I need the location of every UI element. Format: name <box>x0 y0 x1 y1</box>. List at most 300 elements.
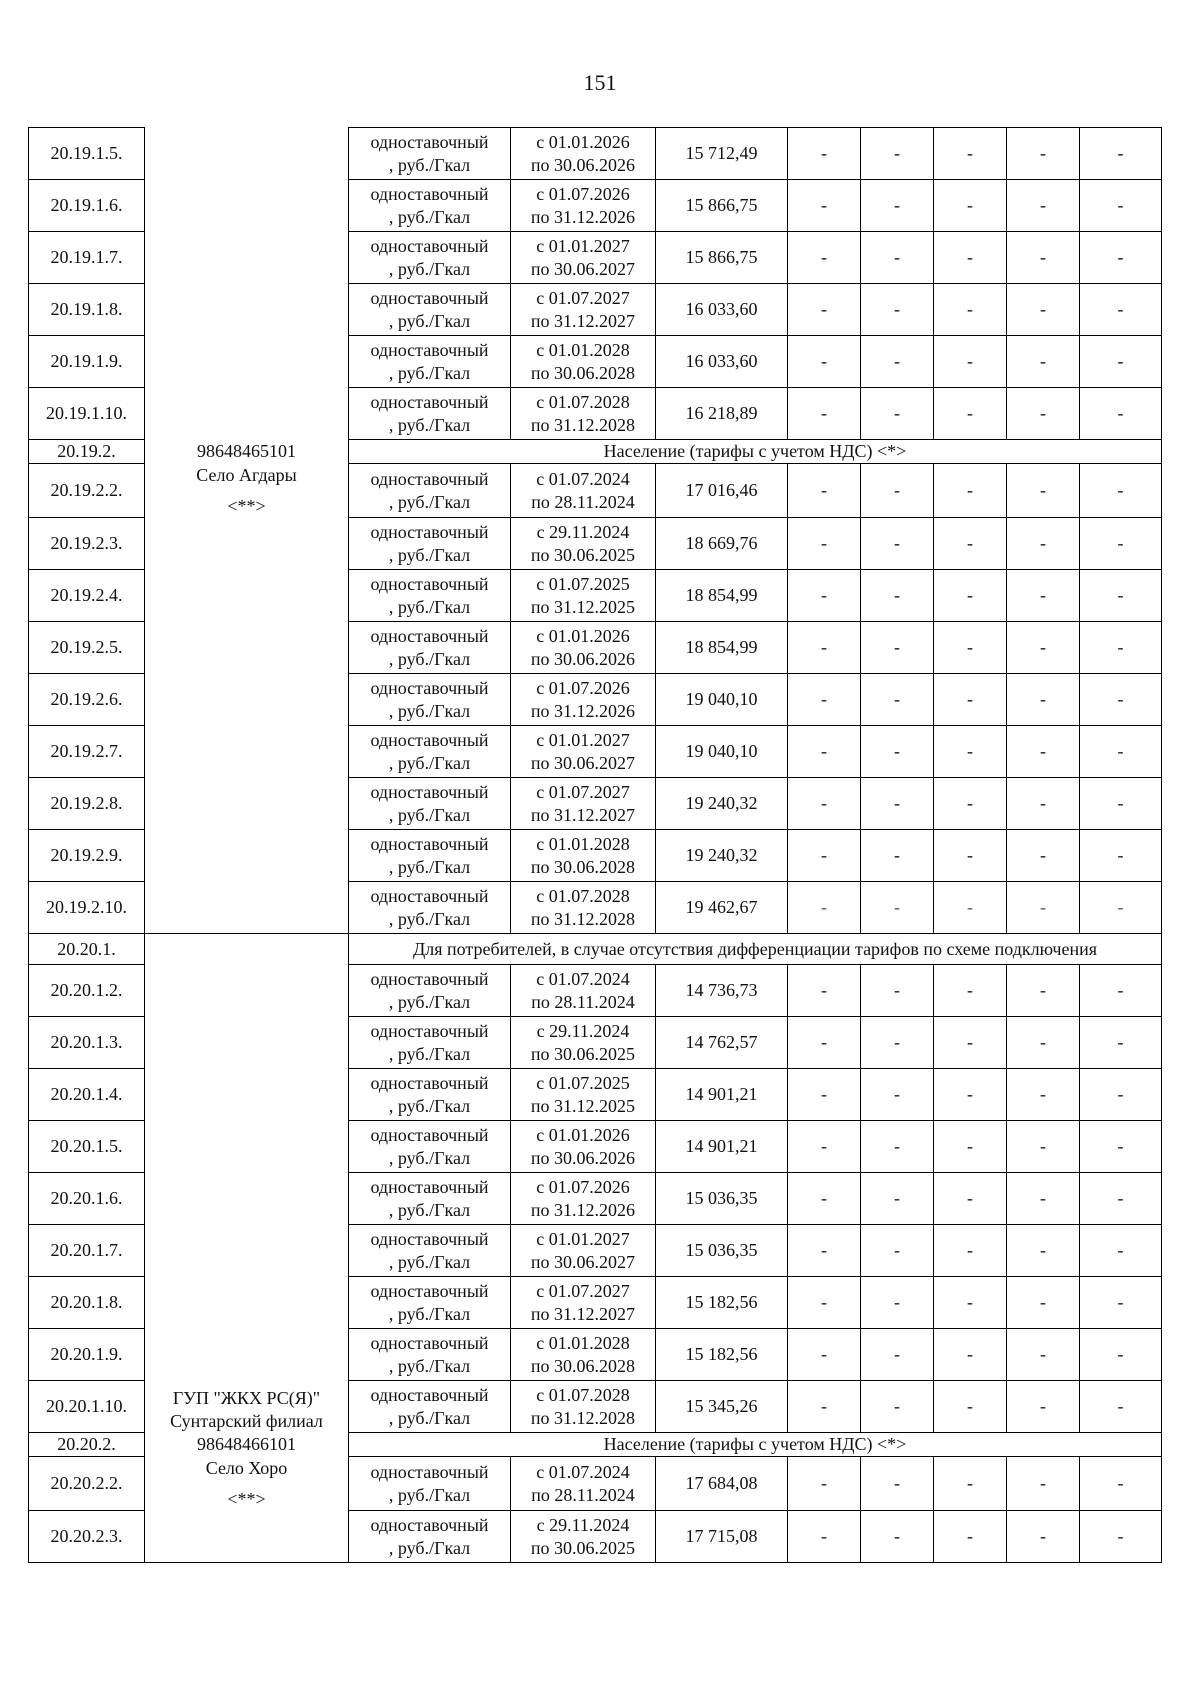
empty-dash: - <box>861 1225 934 1277</box>
rate-unit-label: , руб./Гкал <box>388 491 471 512</box>
org-cell-continued <box>145 965 349 1017</box>
empty-dash: - <box>1080 128 1162 180</box>
period-from: с 01.07.2024 <box>536 1461 630 1482</box>
empty-dash: - <box>934 778 1007 830</box>
empty-dash: - <box>1007 1511 1080 1563</box>
empty-dash: - <box>861 1457 934 1511</box>
empty-dash: - <box>788 1277 861 1329</box>
rate-unit-label: , руб./Гкал <box>388 648 471 669</box>
row-code: 20.19.2. <box>29 440 145 464</box>
tariff-value: 19 462,67 <box>656 882 788 934</box>
row-code: 20.20.1.5. <box>29 1121 145 1173</box>
empty-dash: - <box>1080 1329 1162 1381</box>
table-row <box>29 180 1162 232</box>
empty-dash: - <box>934 232 1007 284</box>
org-cell-continued <box>145 1069 349 1121</box>
period-to: по 30.06.2028 <box>530 362 636 383</box>
row-code: 20.19.2.10. <box>29 882 145 934</box>
rate-type-label: одноставочный <box>370 339 489 360</box>
period-to: по 31.12.2027 <box>530 310 636 331</box>
rate-type-cell <box>349 180 511 232</box>
table-row <box>29 570 1162 622</box>
empty-dash: - <box>861 1121 934 1173</box>
empty-dash: - <box>1007 1277 1080 1329</box>
tariff-value: 15 036,35 <box>656 1225 788 1277</box>
period-to: по 31.12.2026 <box>530 700 636 721</box>
rate-unit-label: , руб./Гкал <box>388 804 471 825</box>
empty-dash: - <box>934 336 1007 388</box>
empty-dash: - <box>1007 1457 1080 1511</box>
rate-type-label: одноставочный <box>370 625 489 646</box>
row-code: 20.19.2.5. <box>29 622 145 674</box>
period-from: с 01.07.2028 <box>536 885 630 906</box>
empty-dash: - <box>934 1329 1007 1381</box>
rate-unit-label: , руб./Гкал <box>388 596 471 617</box>
empty-dash: - <box>934 1017 1007 1069</box>
empty-dash: - <box>1080 726 1162 778</box>
empty-dash: - <box>934 1225 1007 1277</box>
rate-type-cell <box>349 1225 511 1277</box>
rate-type-cell <box>349 1069 511 1121</box>
empty-dash: - <box>1007 622 1080 674</box>
empty-dash: - <box>788 726 861 778</box>
rate-type-cell <box>349 965 511 1017</box>
empty-dash: - <box>1007 1017 1080 1069</box>
empty-dash: - <box>788 1381 861 1433</box>
period-to: по 31.12.2025 <box>530 1095 636 1116</box>
rate-type-cell <box>349 336 511 388</box>
row-code: 20.20.1. <box>29 934 145 965</box>
empty-dash: - <box>1007 1121 1080 1173</box>
period-cell <box>511 674 656 726</box>
empty-dash: - <box>934 1381 1007 1433</box>
rate-type-label: одноставочный <box>370 235 489 256</box>
period-from: с 01.07.2025 <box>536 1072 630 1093</box>
org-cell-continued <box>145 1121 349 1173</box>
tariff-value: 17 684,08 <box>656 1457 788 1511</box>
empty-dash: - <box>934 830 1007 882</box>
tariff-value: 16 218,89 <box>656 388 788 440</box>
empty-dash: - <box>1007 284 1080 336</box>
rate-type-cell <box>349 1457 511 1511</box>
empty-dash: - <box>1080 830 1162 882</box>
period-cell <box>511 518 656 570</box>
empty-dash: - <box>934 965 1007 1017</box>
period-to: по 30.06.2028 <box>530 856 636 877</box>
section-header-row <box>29 934 1162 965</box>
rate-unit-label: , руб./Гкал <box>388 1199 471 1220</box>
empty-dash: - <box>788 674 861 726</box>
rate-unit-label: , руб./Гкал <box>388 544 471 565</box>
table-row <box>29 518 1162 570</box>
empty-dash: - <box>1007 1069 1080 1121</box>
org-cell-continued <box>145 1277 349 1329</box>
period-to: по 31.12.2028 <box>530 908 636 929</box>
empty-dash: - <box>1080 674 1162 726</box>
tariff-value: 15 182,56 <box>656 1277 788 1329</box>
empty-dash: - <box>788 1329 861 1381</box>
page-number: 151 <box>583 70 617 95</box>
org-cell-continued <box>145 1017 349 1069</box>
rate-type-cell <box>349 830 511 882</box>
table-row <box>29 674 1162 726</box>
empty-dash: - <box>1007 1381 1080 1433</box>
row-code: 20.19.2.4. <box>29 570 145 622</box>
period-cell <box>511 1381 656 1433</box>
period-from: с 01.01.2027 <box>536 235 630 256</box>
rate-unit-label: , руб./Гкал <box>388 310 471 331</box>
rate-type-cell <box>349 1329 511 1381</box>
period-cell <box>511 965 656 1017</box>
section-title: Для потребителей, в случае отсутствия дифференциации тарифов по схеме подключения <box>349 934 1162 965</box>
org-oktmo-cell <box>145 440 349 464</box>
tariff-value: 19 040,10 <box>656 726 788 778</box>
settlement-cell <box>145 1457 349 1511</box>
org-cell-continued <box>145 778 349 830</box>
settlement-note: <**> <box>227 495 266 516</box>
rate-type-cell <box>349 1173 511 1225</box>
rate-type-cell <box>349 570 511 622</box>
empty-dash: - <box>861 180 934 232</box>
empty-dash: - <box>1007 965 1080 1017</box>
tariff-table <box>28 127 1162 1563</box>
org-cell-continued <box>145 830 349 882</box>
rate-type-cell <box>349 1121 511 1173</box>
empty-dash: - <box>1080 1511 1162 1563</box>
empty-dash: - <box>788 1225 861 1277</box>
period-from: с 01.07.2024 <box>536 968 630 989</box>
rate-unit-label: , руб./Гкал <box>388 1095 471 1116</box>
table-row <box>29 965 1162 1017</box>
table-row <box>29 1457 1162 1511</box>
row-code: 20.19.2.3. <box>29 518 145 570</box>
empty-dash: - <box>1007 830 1080 882</box>
empty-dash: - <box>1007 128 1080 180</box>
period-cell <box>511 622 656 674</box>
empty-dash: - <box>788 336 861 388</box>
section-title: Население (тарифы с учетом НДС) <*> <box>349 1433 1162 1457</box>
table-row <box>29 464 1162 518</box>
empty-dash: - <box>1080 1225 1162 1277</box>
period-to: по 30.06.2027 <box>530 258 636 279</box>
org-cell-continued <box>145 1173 349 1225</box>
rate-unit-label: , руб./Гкал <box>388 258 471 279</box>
org-cell <box>145 934 349 965</box>
empty-dash: - <box>934 1173 1007 1225</box>
rate-type-cell <box>349 778 511 830</box>
table-row <box>29 1069 1162 1121</box>
rate-type-cell <box>349 284 511 336</box>
table-row <box>29 830 1162 882</box>
empty-dash: - <box>934 128 1007 180</box>
rate-unit-label: , руб./Гкал <box>388 1537 471 1558</box>
rate-type-cell <box>349 1017 511 1069</box>
period-cell <box>511 1511 656 1563</box>
rate-type-label: одноставочный <box>370 885 489 906</box>
empty-dash: - <box>788 1511 861 1563</box>
rate-type-label: одноставочный <box>370 1072 489 1093</box>
rate-unit-label: , руб./Гкал <box>388 362 471 383</box>
empty-dash: - <box>934 284 1007 336</box>
empty-dash: - <box>1007 336 1080 388</box>
period-cell <box>511 284 656 336</box>
period-from: с 01.07.2026 <box>536 1176 630 1197</box>
tariff-value: 17 016,46 <box>656 464 788 518</box>
tariff-value: 18 854,99 <box>656 570 788 622</box>
period-from: с 01.07.2026 <box>536 677 630 698</box>
org-name-line2: Сунтарский филиал <box>170 1410 323 1431</box>
empty-dash: - <box>1080 1277 1162 1329</box>
empty-dash: - <box>1080 232 1162 284</box>
table-row <box>29 128 1162 180</box>
section-header-row <box>29 1433 1162 1457</box>
rate-unit-label: , руб./Гкал <box>388 752 471 773</box>
empty-dash: - <box>1080 284 1162 336</box>
org-cell-continued <box>145 1225 349 1277</box>
rate-type-label: одноставочный <box>370 729 489 750</box>
period-cell <box>511 778 656 830</box>
empty-dash: - <box>861 1173 934 1225</box>
org-cell-continued <box>145 128 349 180</box>
row-code: 20.20.2.2. <box>29 1457 145 1511</box>
empty-dash: - <box>934 1069 1007 1121</box>
period-to: по 30.06.2028 <box>530 1355 636 1376</box>
empty-dash: - <box>1080 388 1162 440</box>
period-to: по 30.06.2027 <box>530 752 636 773</box>
rate-type-cell <box>349 674 511 726</box>
rate-type-cell <box>349 128 511 180</box>
empty-dash: - <box>861 1277 934 1329</box>
period-from: с 29.11.2024 <box>536 1514 630 1535</box>
row-code: 20.19.1.7. <box>29 232 145 284</box>
empty-dash: - <box>1007 1173 1080 1225</box>
empty-dash: - <box>861 778 934 830</box>
empty-dash: - <box>788 180 861 232</box>
empty-dash: - <box>1007 180 1080 232</box>
tariff-value: 14 901,21 <box>656 1121 788 1173</box>
row-code: 20.19.1.5. <box>29 128 145 180</box>
rate-type-label: одноставочный <box>370 1124 489 1145</box>
rate-type-cell <box>349 1381 511 1433</box>
settlement-name: Село Хоро <box>205 1457 288 1478</box>
settlement-name: Село Агдары <box>196 464 297 485</box>
empty-dash: - <box>1080 180 1162 232</box>
rate-type-label: одноставочный <box>370 677 489 698</box>
empty-dash: - <box>1080 1121 1162 1173</box>
empty-dash: - <box>788 1121 861 1173</box>
org-cell-continued <box>145 232 349 284</box>
rate-unit-label: , руб./Гкал <box>388 1043 471 1064</box>
period-to: по 31.12.2026 <box>530 206 636 227</box>
empty-dash: - <box>788 1457 861 1511</box>
empty-dash: - <box>1080 464 1162 518</box>
rate-unit-label: , руб./Гкал <box>388 1303 471 1324</box>
row-code: 20.19.2.9. <box>29 830 145 882</box>
table-row <box>29 882 1162 934</box>
period-cell <box>511 1173 656 1225</box>
rate-type-label: одноставочный <box>370 968 489 989</box>
empty-dash: - <box>934 518 1007 570</box>
rate-type-label: одноставочный <box>370 131 489 152</box>
empty-dash: - <box>1080 1457 1162 1511</box>
period-cell <box>511 336 656 388</box>
period-cell <box>511 232 656 284</box>
empty-dash: - <box>934 1121 1007 1173</box>
empty-dash: - <box>861 830 934 882</box>
rate-type-label: одноставочный <box>370 287 489 308</box>
rate-unit-label: , руб./Гкал <box>388 414 471 435</box>
rate-type-cell <box>349 464 511 518</box>
row-code: 20.19.1.10. <box>29 388 145 440</box>
period-cell <box>511 128 656 180</box>
empty-dash: - <box>934 464 1007 518</box>
empty-dash: - <box>861 128 934 180</box>
empty-dash: - <box>861 284 934 336</box>
empty-dash: - <box>861 674 934 726</box>
table-row <box>29 388 1162 440</box>
period-from: с 29.11.2024 <box>536 1020 630 1041</box>
period-from: с 01.01.2027 <box>536 729 630 750</box>
empty-dash: - <box>861 965 934 1017</box>
rate-type-label: одноставочный <box>370 1461 489 1482</box>
row-code: 20.20.2.3. <box>29 1511 145 1563</box>
tariff-value: 18 854,99 <box>656 622 788 674</box>
section-header-row <box>29 440 1162 464</box>
period-from: с 01.01.2028 <box>536 1332 630 1353</box>
rate-type-cell <box>349 1277 511 1329</box>
empty-dash: - <box>788 1017 861 1069</box>
empty-dash: - <box>1007 778 1080 830</box>
empty-dash: - <box>1007 464 1080 518</box>
empty-dash: - <box>861 1511 934 1563</box>
empty-dash: - <box>788 232 861 284</box>
table-row <box>29 1329 1162 1381</box>
empty-dash: - <box>1080 1069 1162 1121</box>
period-cell <box>511 388 656 440</box>
empty-dash: - <box>934 570 1007 622</box>
org-cell-continued <box>145 1511 349 1563</box>
tariff-value: 16 033,60 <box>656 336 788 388</box>
period-to: по 30.06.2026 <box>530 1147 636 1168</box>
empty-dash: - <box>788 570 861 622</box>
period-from: с 01.07.2026 <box>536 183 630 204</box>
row-code: 20.20.1.10. <box>29 1381 145 1433</box>
empty-dash: - <box>934 1457 1007 1511</box>
rate-type-label: одноставочный <box>370 183 489 204</box>
rate-type-cell <box>349 882 511 934</box>
tariff-value: 14 762,57 <box>656 1017 788 1069</box>
empty-dash: - <box>1007 570 1080 622</box>
oktmo-code: 98648466101 <box>197 1434 296 1454</box>
empty-dash: - <box>1007 518 1080 570</box>
period-cell <box>511 464 656 518</box>
empty-dash: - <box>788 128 861 180</box>
empty-dash: - <box>1080 622 1162 674</box>
empty-dash: - <box>788 284 861 336</box>
period-to: по 30.06.2027 <box>530 1251 636 1272</box>
rate-type-label: одноставочный <box>370 573 489 594</box>
period-from: с 01.07.2025 <box>536 573 630 594</box>
rate-unit-label: , руб./Гкал <box>388 1251 471 1272</box>
rate-type-label: одноставочный <box>370 521 489 542</box>
row-code: 20.19.2.6. <box>29 674 145 726</box>
table-row <box>29 232 1162 284</box>
empty-dash: - <box>861 726 934 778</box>
settlement-note: <**> <box>227 1488 266 1509</box>
row-code: 20.20.1.9. <box>29 1329 145 1381</box>
rate-type-label: одноставочный <box>370 391 489 412</box>
period-cell <box>511 830 656 882</box>
table-row <box>29 1017 1162 1069</box>
period-to: по 30.06.2025 <box>530 544 636 565</box>
period-to: по 30.06.2025 <box>530 1537 636 1558</box>
empty-dash: - <box>788 1069 861 1121</box>
period-to: по 28.11.2024 <box>531 491 635 512</box>
period-cell <box>511 726 656 778</box>
empty-dash: - <box>861 464 934 518</box>
rate-unit-label: , руб./Гкал <box>388 1407 471 1428</box>
rate-type-label: одноставочный <box>370 1228 489 1249</box>
period-to: по 31.12.2026 <box>530 1199 636 1220</box>
empty-dash: - <box>861 518 934 570</box>
table-row <box>29 1173 1162 1225</box>
empty-dash: - <box>788 830 861 882</box>
period-cell <box>511 1017 656 1069</box>
row-code: 20.19.2.7. <box>29 726 145 778</box>
section-title: Население (тарифы с учетом НДС) <*> <box>349 440 1162 464</box>
org-cell-continued <box>145 726 349 778</box>
org-cell-continued <box>145 882 349 934</box>
tariff-value: 15 182,56 <box>656 1329 788 1381</box>
tariff-value: 19 240,32 <box>656 778 788 830</box>
period-from: с 01.07.2027 <box>536 1280 630 1301</box>
empty-dash: - <box>861 1069 934 1121</box>
empty-dash: - <box>861 570 934 622</box>
rate-unit-label: , руб./Гкал <box>388 206 471 227</box>
org-cell-continued <box>145 1329 349 1381</box>
empty-dash: - <box>788 778 861 830</box>
empty-dash: - <box>861 882 934 934</box>
period-from: с 01.01.2028 <box>536 339 630 360</box>
row-code: 20.19.1.8. <box>29 284 145 336</box>
rate-type-label: одноставочный <box>370 1020 489 1041</box>
period-from: с 01.01.2026 <box>536 625 630 646</box>
period-cell <box>511 1277 656 1329</box>
empty-dash: - <box>788 882 861 934</box>
empty-dash: - <box>934 726 1007 778</box>
empty-dash: - <box>1080 570 1162 622</box>
settlement-cell <box>145 464 349 518</box>
empty-dash: - <box>934 622 1007 674</box>
period-from: с 01.07.2027 <box>536 781 630 802</box>
rate-type-label: одноставочный <box>370 781 489 802</box>
table-row <box>29 1121 1162 1173</box>
row-code: 20.20.1.6. <box>29 1173 145 1225</box>
rate-type-label: одноставочный <box>370 1176 489 1197</box>
empty-dash: - <box>934 1511 1007 1563</box>
empty-dash: - <box>1007 388 1080 440</box>
period-from: с 01.07.2028 <box>536 1384 630 1405</box>
row-code: 20.20.1.8. <box>29 1277 145 1329</box>
period-to: по 30.06.2026 <box>530 648 636 669</box>
period-to: по 28.11.2024 <box>531 1484 635 1505</box>
rate-unit-label: , руб./Гкал <box>388 154 471 175</box>
rate-unit-label: , руб./Гкал <box>388 1147 471 1168</box>
period-from: с 01.01.2028 <box>536 833 630 854</box>
period-cell <box>511 1069 656 1121</box>
period-from: с 01.01.2026 <box>536 1124 630 1145</box>
table-row <box>29 726 1162 778</box>
